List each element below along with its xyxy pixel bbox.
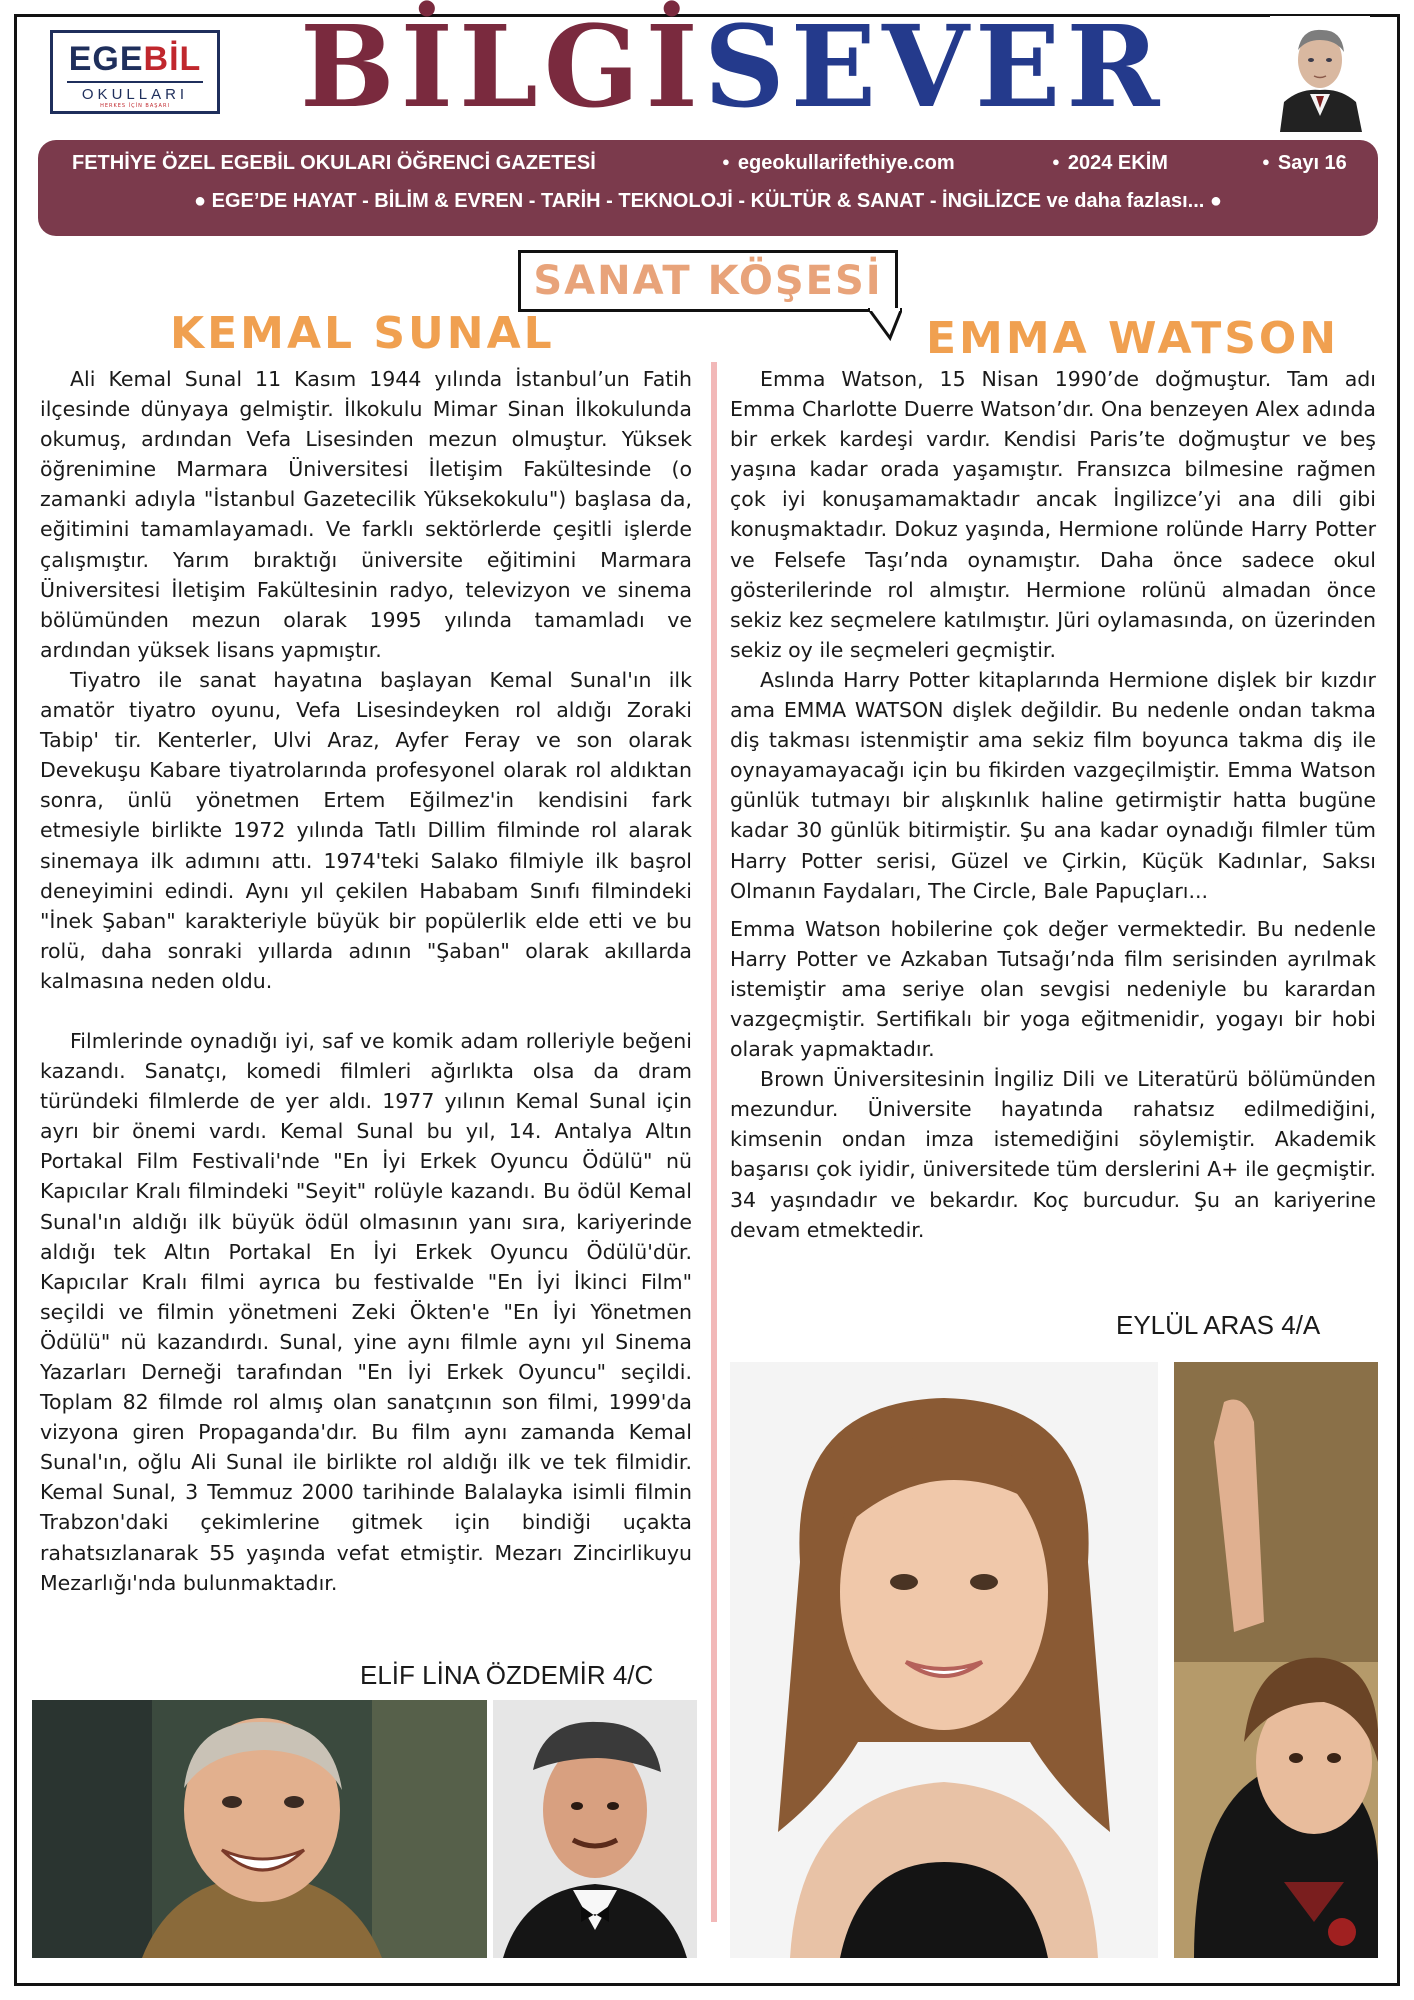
right-article-title: EMMA WATSON [926,313,1340,364]
header-banner [38,140,1378,236]
right-paragraph-4: Brown Üniversitesinin İngiliz Dili ve Literatürü bölümünden mezundur. Üniversite hayatında rahatsız edilmediğini, kimsenin ondan imza istemediğini söylemiştir. Akademik başarısı çok iyidir, üniversitede tüm derslerini A+ ile geçmiştir. 34 yaşındadır ve bekardır. Koç burcudur. Şu an kariyerine devam etmektedir. [730,1067,1376,1242]
masthead-part-1: BİLGİ [300,2,704,133]
school-logo [50,30,220,114]
logo-text-bil: BİL [143,40,202,78]
right-article-author: EYLÜL ARAS 4/A [1116,1310,1321,1340]
logo-tagline: HERKES İÇİN BAŞARI [100,103,170,109]
logo-text-ege: EGE [68,40,144,78]
column-divider [711,362,717,1922]
left-paragraph-1: Ali Kemal Sunal 11 Kasım 1944 yılında İstanbul’un Fatih ilçesinde dünyaya gelmiştir. İlkokulu Mimar Sinan İlkokulunda okumuş, ardından Vefa Lisesinden mezun olmuştur. Yüksek öğrenimine Marmara Üniversitesi İletişim Fakültesinde (o zamanki adıyla "İstanbul Gazetecilik Yüksekokulu") başlasa da, eğitimini tamamlayamadı. Ve farklı sektörlerde çeşitli işlerde çalışmıştır. Yarım bıraktığı üniversite eğitimini Marmara Üniversitesi İletişim Fakültesinin radyo, televizyon ve sinema bölümünden mezun olarak 1995 yılında tamamladı ve ardından yüksek lisans yapmıştır. [40,367,692,662]
website-link[interactable]: ● egeokullarifethiye.com [722,152,955,175]
left-paragraph-2: Tiyatro ile sanat hayatına başlayan Kemal Sunal'ın ilk amatör tiyatro oyunu, Vefa Lisesindeyken rol aldığı Zoraki Tabip' tir. Kenterler, Ulvi Araz, Ayfer Feray ve son olarak Devekuşu Kabare tiyatrolarında profesyonel olarak rol aldıktan sonra, ünlü yönetmen Ertem Eğilmez'in kendisini fark etmesiyle birlikte 1972 yılında Tatlı Dillim filminde rol alarak sinemaya ilk adımını attı. 1974'teki Salako filmiyle ilk başrol deneyimini edindi. Aynı yıl çekilen Hababam Sınıfı filmindeki "İnek Şaban" karakteriyle büyük bir popülerlik elde etti ve bu rolü, daha sonraki yıllarda adının "Şaban" olarak akıllarda kalmasına neden oldu. [40,667,692,993]
left-paragraph-3: Filmlerinde oynadığı iyi, saf ve komik adam rolleriyle beğeni kazandı. Sanatçı, komedi filmleri ağırlıkta olsa da dram türündeki filmlerde de yer aldı. 1977 yılının Kemal Sunal için ayrı bir önemi vardı. Kemal Sunal bu yıl, 14. Antalya Altın Portakal Film Festivali'nde "En İyi Erkek Oyuncu Ödülü" nü Kapıcılar Kralı filmindeki "Seyit" rolüyle kazandı. Bu ödül Kemal Sunal'ın aldığı ilk büyük ödül olmasının yanı sıra, kariyerinde aldığı tek Altın Portakal En İyi Erkek Oyuncu Ödülü'dür. Kapıcılar Kralı filmi ayrıca bu festivalde "En İyi İkinci Film" seçildi ve filmin yönetmeni Zeki Ökten'e "En İyi Yönetmen Ödülü" nü kazandırdı. Sunal, yine aynı filmle aynı yıl Sinema Yazarları Derneği tarafından "En İyi Erkek Oyuncu" seçildi. Toplam 82 filmde rol almış olan sanatçının son filmi, 1999'da vizyona giren Propaganda'dır. Bu film aynı zamanda Kemal Sunal'ın, oğlu Ali Sunal ile birlikte rol aldığı ilk ve tek filmidir. Kemal Sunal, 3 Temmuz 2000 tarihinde Balalayka isimli filmin Trabzon'daki çekimlerine gitmek için bindiği uçakta rahatsızlanarak 55 yaşında vefat etmiştir. Mezarı Zincirlikuyu Mezarlığı'nda bulunmaktadır. [40,1028,692,1595]
newspaper-subtitle: FETHİYE ÖZEL EGEBİL OKULARI ÖĞRENCİ GAZETESİ [72,152,596,174]
logo-subtitle: OKULLARI [67,81,203,103]
left-article-title: KEMAL SUNAL [170,308,555,359]
issue-number: ● Sayı 16 [1262,152,1347,175]
right-paragraph-3: Emma Watson hobilerine çok değer vermektedir. Bu nedenle Harry Potter ve Azkaban Tutsağı’nda film serisinden ayrılmak istemiştir ama seriye olan sevgisi nedeniyle bu karardan vazgeçmiştir. Sertifikalı bir yoga eğitmenidir, yogayı bir hobi olarak yapmaktadır. [730,916,1376,1062]
right-paragraph-2: Aslında Harry Potter kitaplarında Hermione dişlek bir kızdır ama EMMA WATSON dişlek değildir. Bu nedenle ondan takma diş takması istenmiştir ama sekiz film boyunca takma diş ile oynayamayacağı için bu fikirden vazgeçilmiştir. Emma Watson günlük tutmayı bir alışkınlık haline getirmiştir hatta bugüne kadar 30 günlük bitirmiştir. Şu ana kadar oynadığı filmler tüm Harry Potter serisi, Güzel ve Çirkin, Küçük Kadınlar, Saksı Olmanın Faydaları, The Circle, Bale Papuçları... [730,667,1376,903]
right-article-body [730,364,1376,1245]
kemal-sunal-photo-cap [493,1700,697,1958]
ataturk-portrait [1270,16,1370,132]
left-article-author: ELİF LİNA ÖZDEMİR 4/C [360,1660,654,1690]
topics-line: ● EGE’DE HAYAT - BİLİM & EVREN - TARİH - TEKNOLOJİ - KÜLTÜR & SANAT - İNGİLİZCE ve daha fazlası... ● [194,190,1222,212]
speech-bubble-tail [868,308,902,342]
left-article-body [40,364,692,1598]
right-paragraph-1: Emma Watson, 15 Nisan 1990’de doğmuştur. Tam adı Emma Charlotte Duerre Watson’dır. Ona benzeyen Alex adında bir erkek kardeşi vardır. Kendisi Paris’te doğmuştur ve beş yaşına kadar orada yaşamıştır. Fransızca bilmesine rağmen çok iyi konuşamamaktadır ancak İngilizce’yi ana dili gibi konuşmaktadır. Dokuz yaşında, Hermione rolünde Harry Potter ve Felsefe Taşı’nda oynamıştır. Daha önce sadece okul gösterilerinde rol almıştır. Hermione rolünü almadan önce sekiz kez seçmelere katılmıştır. Jüri oylamasında, on üzerinden sekiz oy ile seçmeleri geçmiştir. [730,367,1376,662]
logo-wordmark [53,39,217,79]
hermione-film-still-photo [1174,1362,1378,1958]
banner-info-row [72,152,1348,178]
kemal-sunal-photo-smiling [32,1700,487,1958]
emma-watson-portrait-photo [730,1362,1158,1958]
masthead-part-2: SEVER [703,2,1166,133]
newspaper-masthead [300,2,1166,133]
issue-date: ● 2024 EKİM [1052,152,1168,175]
section-label: SANAT KÖŞESİ [518,250,898,312]
